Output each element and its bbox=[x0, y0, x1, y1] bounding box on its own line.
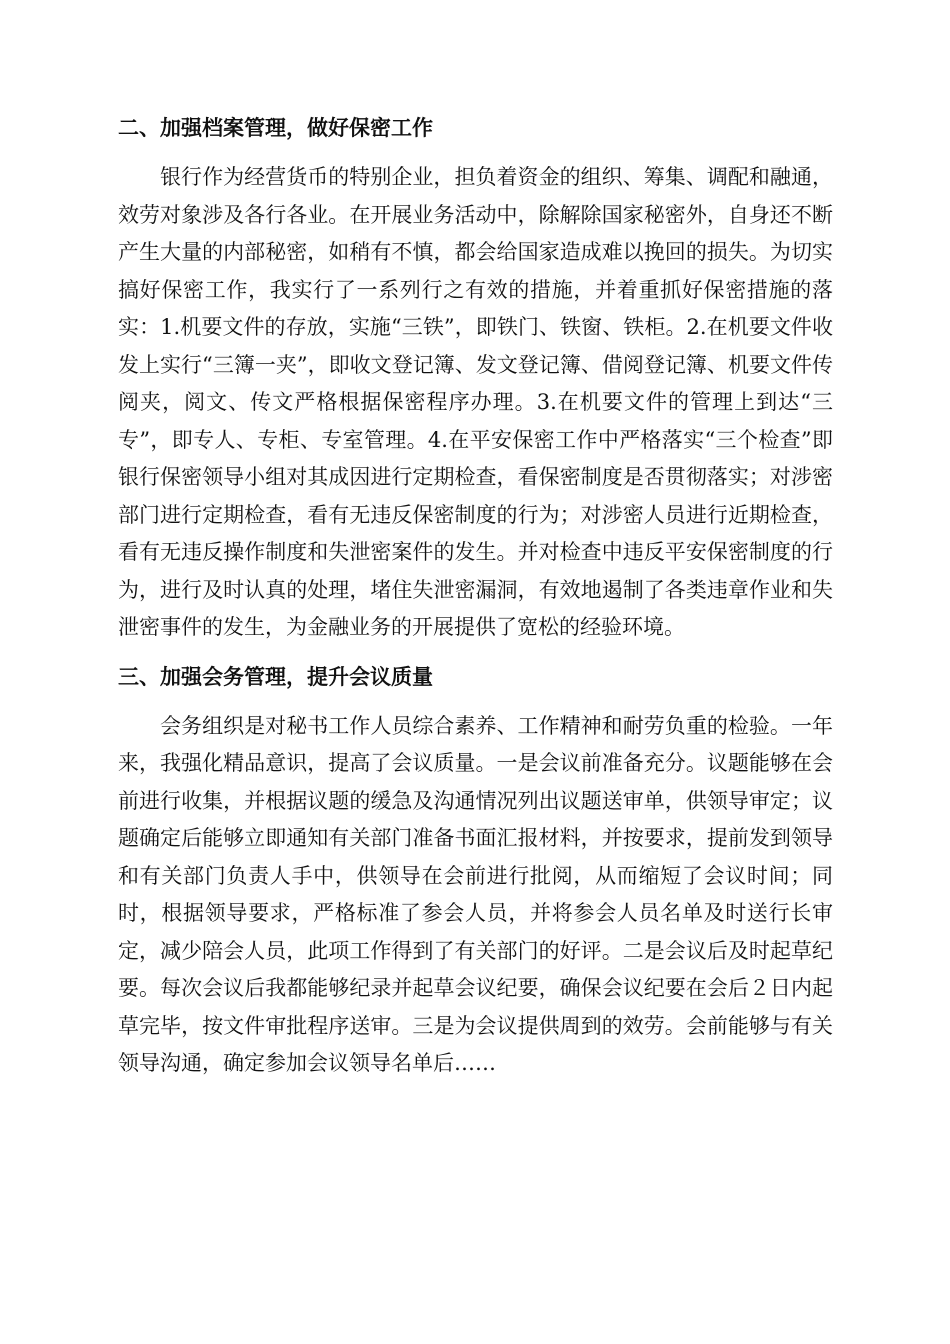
paragraph-archives-confidentiality: 银行作为经营货币的特别企业，担负着资金的组织、筹集、调配和融通，效劳对象涉及各行各业。在开展业务活动中，除解除国家秘密外，自身还不断产生大量的内部秘密，如稍有不慎，都会给国家造成难以挽回的损失。为切实搞好保密工作，我实行了一系列行之有效的措施，并着重抓好保密措施的落实：1.机要文件的存放，实施“三铁”，即铁门、铁窗、铁柜。2.在机要文件收发上实行“三簿一夹”，即收文登记簿、发文登记簿、借阅登记簿、机要文件传阅夹，阅文、传文严格根据保密程序办理。3.在机要文件的管理上到达“三专”，即专人、专柜、专室管理。4.在平安保密工作中严格落实“三个检查”即银行保密领导小组对其成因进行定期检查，看保密制度是否贯彻落实；对涉密部门进行定期检查，看有无违反保密制度的行为；对涉密人员进行近期检查，看有无违反操作制度和失泄密案件的发生。并对检查中违反平安保密制度的行为，进行及时认真的处理，堵住失泄密漏洞，有效地遏制了各类违章作业和失泄密事件的发生，为金融业务的开展提供了宽松的经验环境。 bbox=[118, 165, 833, 639]
section-heading-meetings: 三、加强会务管理，提升会议质量 bbox=[118, 664, 433, 689]
document-body bbox=[118, 110, 833, 1083]
section-heading-archives: 二、加强档案管理，做好保密工作 bbox=[118, 116, 433, 140]
paragraph-meeting-management: 会务组织是对秘书工作人员综合素养、工作精神和耐劳负重的检验。一年来，我强化精品意识，提高了会议质量。一是会议前准备充分。议题能够在会前进行收集，并根据议题的缓急及沟通情况列出议题送审单，供领导审定；议题确定后能够立即通知有关部门准备书面汇报材料，并按要求，提前发到领导和有关部门负责人手中，供领导在会前进行批阅，从而缩短了会议时间；同时，根据领导要求，严格标准了参会人员，并将参会人员名单及时送行长审定，减少陪会人员，此项工作得到了有关部门的好评。二是会议后及时起草纪要。每次会议后我都能够纪录并起草会议纪要，确保会议纪要在会后２日内起草完毕，按文件审批程序送审。三是为会议提供周到的效劳。会前能够与有关领导沟通，确定参加会议领导名单后…… bbox=[118, 713, 833, 1075]
